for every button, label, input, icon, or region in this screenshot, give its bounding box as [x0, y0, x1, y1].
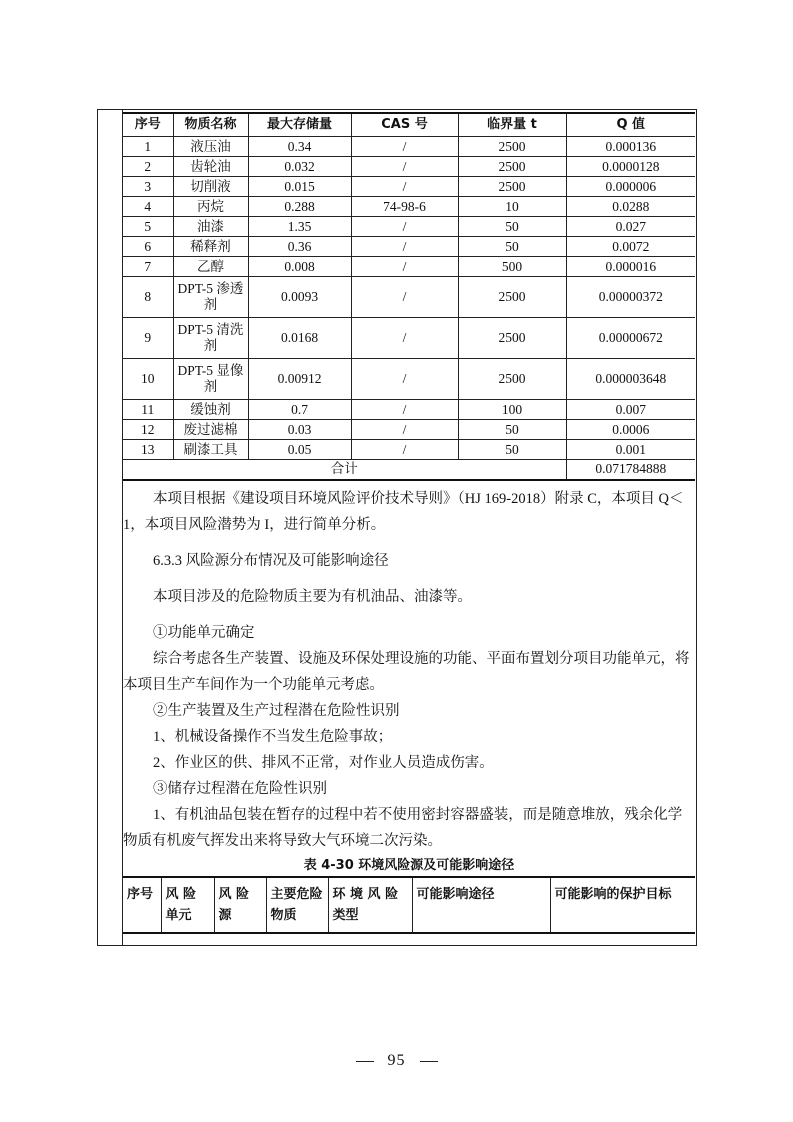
- row-cas: /: [351, 420, 458, 440]
- table-row: [123, 277, 695, 318]
- row-max-storage: 0.0093: [248, 277, 351, 318]
- risk-q-table: [123, 112, 695, 481]
- row-q: 0.00000372: [566, 277, 695, 318]
- row-name: 齿轮油: [173, 157, 248, 177]
- row-max-storage: 0.05: [248, 440, 351, 460]
- total-label: 合计: [123, 460, 566, 480]
- row-cas: /: [351, 359, 458, 400]
- table-row: [123, 420, 695, 440]
- table-caption: 表 4-30 环境风险源及可能影响途径: [303, 857, 515, 873]
- row-name: 乙醇: [173, 257, 248, 277]
- row-q: 0.0288: [566, 197, 695, 217]
- row-max-storage: 0.00912: [248, 359, 351, 400]
- page-number: 95: [387, 1052, 406, 1069]
- row-no: 1: [123, 137, 173, 157]
- header-impact-path: 可能影响途径: [412, 877, 550, 933]
- row-cas: /: [351, 318, 458, 359]
- table-row: [123, 359, 695, 400]
- row-q: 0.007: [566, 400, 695, 420]
- header-main-hazard: 主要危险物质: [266, 877, 328, 933]
- row-q: 0.001: [566, 440, 695, 460]
- row-no: 8: [123, 277, 173, 318]
- table-row: [123, 440, 695, 460]
- row-q: 0.000016: [566, 257, 695, 277]
- row-cas: /: [351, 137, 458, 157]
- dash-left: [356, 1061, 374, 1062]
- row-name: DPT-5 渗透剂: [173, 277, 248, 318]
- table-row: [123, 257, 695, 277]
- row-critical: 100: [458, 400, 566, 420]
- row-max-storage: 0.288: [248, 197, 351, 217]
- row-max-storage: 0.36: [248, 237, 351, 257]
- risk-q-table-body: [123, 137, 695, 460]
- row-name: 缓蚀剂: [173, 400, 248, 420]
- paragraph-functional-unit: 综合考虑各生产装置、设施及环保处理设施的功能、平面布置划分项目功能单元，将本项目生产车间作为一个功能单元考虑。: [123, 650, 690, 693]
- row-name: 液压油: [173, 137, 248, 157]
- page-footer: [0, 1052, 793, 1070]
- row-critical: 10: [458, 197, 566, 217]
- row-max-storage: 0.34: [248, 137, 351, 157]
- row-name: DPT-5 显像剂: [173, 359, 248, 400]
- list-item: 1、有机油品包装在暂存的过程中若不使用密封容器盛装，而是随意堆放，残余化学物质有机废气挥发出来将导致大气环境二次污染。: [123, 806, 683, 849]
- row-no: 6: [123, 237, 173, 257]
- row-no: 11: [123, 400, 173, 420]
- row-name: 刷漆工具: [173, 440, 248, 460]
- row-critical: 2500: [458, 177, 566, 197]
- header-no: 序号: [123, 877, 161, 933]
- header-critical: 临界量 t: [458, 113, 566, 137]
- row-critical: 2500: [458, 157, 566, 177]
- row-q: 0.00000672: [566, 318, 695, 359]
- row-cas: 74-98-6: [351, 197, 458, 217]
- row-critical: 50: [458, 217, 566, 237]
- page-content: [123, 112, 695, 934]
- row-max-storage: 1.35: [248, 217, 351, 237]
- row-cas: /: [351, 440, 458, 460]
- paragraph-hazard-materials: 本项目涉及的危险物质主要为有机油品、油漆等。: [153, 588, 472, 605]
- header-name: 物质名称: [173, 113, 248, 137]
- row-no: 5: [123, 217, 173, 237]
- row-cas: /: [351, 177, 458, 197]
- row-max-storage: 0.015: [248, 177, 351, 197]
- header-risk-source: 风 险 源: [214, 877, 266, 933]
- header-risk-type: 环 境 风 险 类型: [328, 877, 412, 933]
- row-no: 13: [123, 440, 173, 460]
- total-value: 0.071784888: [566, 460, 695, 480]
- subheading-production-hazard: ②生产装置及生产过程潜在危险性识别: [153, 702, 400, 719]
- row-cas: /: [351, 257, 458, 277]
- row-critical: 50: [458, 440, 566, 460]
- row-max-storage: 0.008: [248, 257, 351, 277]
- row-no: 7: [123, 257, 173, 277]
- row-no: 12: [123, 420, 173, 440]
- row-q: 0.000006: [566, 177, 695, 197]
- table-row: [123, 318, 695, 359]
- subheading-functional-unit: ①功能单元确定: [153, 624, 255, 641]
- row-q: 0.0000128: [566, 157, 695, 177]
- row-name: 切削液: [173, 177, 248, 197]
- row-q: 0.0072: [566, 237, 695, 257]
- paragraph-q-conclusion: 本项目根据《建设项目环境风险评价技术导则》（HJ 169-2018）附录 C，本项目 Q＜1，本项目风险潜势为 I，进行简单分析。: [123, 490, 684, 533]
- row-name: 稀释剂: [173, 237, 248, 257]
- dash-right: [420, 1061, 438, 1062]
- row-name: DPT-5 清洗剂: [173, 318, 248, 359]
- table-row: [123, 400, 695, 420]
- row-max-storage: 0.032: [248, 157, 351, 177]
- row-critical: 2500: [458, 137, 566, 157]
- row-no: 9: [123, 318, 173, 359]
- row-max-storage: 0.0168: [248, 318, 351, 359]
- risk-source-table: [123, 876, 695, 934]
- table-row: [123, 137, 695, 157]
- row-q: 0.0006: [566, 420, 695, 440]
- row-no: 10: [123, 359, 173, 400]
- row-critical: 50: [458, 420, 566, 440]
- table-header-row: [123, 877, 695, 933]
- row-name: 废过滤棉: [173, 420, 248, 440]
- row-cas: /: [351, 217, 458, 237]
- table-row: [123, 157, 695, 177]
- row-cas: /: [351, 400, 458, 420]
- list-item: 1、机械设备操作不当发生危险事故；: [153, 728, 393, 745]
- row-critical: 2500: [458, 318, 566, 359]
- row-critical: 500: [458, 257, 566, 277]
- row-q: 0.027: [566, 217, 695, 237]
- row-max-storage: 0.7: [248, 400, 351, 420]
- row-critical: 2500: [458, 359, 566, 400]
- row-cas: /: [351, 157, 458, 177]
- row-no: 3: [123, 177, 173, 197]
- row-cas: /: [351, 277, 458, 318]
- row-max-storage: 0.03: [248, 420, 351, 440]
- row-cas: /: [351, 237, 458, 257]
- header-protected-target: 可能影响的保护目标: [550, 877, 695, 933]
- section-heading: 6.3.3 风险源分布情况及可能影响途径: [153, 552, 389, 569]
- row-q: 0.000136: [566, 137, 695, 157]
- list-item: 2、作业区的供、排风不正常，对作业人员造成伤害。: [153, 754, 494, 771]
- table-row: [123, 197, 695, 217]
- table-total-row: [123, 460, 695, 480]
- table-row: [123, 177, 695, 197]
- header-max-storage: 最大存储量: [248, 113, 351, 137]
- row-no: 2: [123, 157, 173, 177]
- row-name: 丙烷: [173, 197, 248, 217]
- header-no: 序号: [123, 113, 173, 137]
- row-critical: 50: [458, 237, 566, 257]
- header-risk-unit: 风 险 单元: [161, 877, 214, 933]
- header-q: Q 值: [566, 113, 695, 137]
- row-q: 0.000003648: [566, 359, 695, 400]
- table-header-row: [123, 113, 695, 137]
- table-row: [123, 217, 695, 237]
- subheading-storage-hazard: ③储存过程潜在危险性识别: [153, 780, 327, 797]
- header-cas: CAS 号: [351, 113, 458, 137]
- row-name: 油漆: [173, 217, 248, 237]
- row-critical: 2500: [458, 277, 566, 318]
- table-row: [123, 237, 695, 257]
- row-no: 4: [123, 197, 173, 217]
